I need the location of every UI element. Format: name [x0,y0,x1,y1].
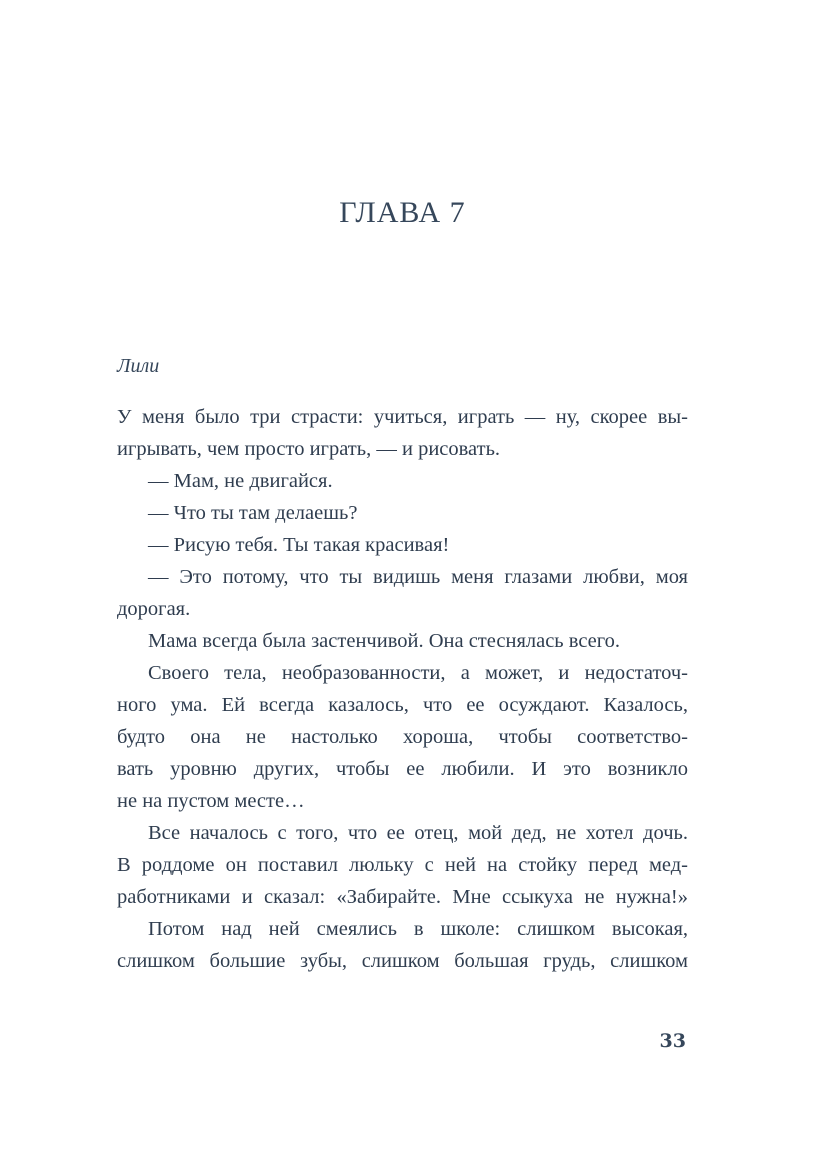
text-line: слишком большие зубы, слишком большая грудь, слишком [117,950,688,972]
paragraph-line: Своего тела, необразованности, а может, и недостаточ- [148,662,688,684]
text-line: У меня было три страсти: учиться, играть — ну, скорее вы- [117,406,688,428]
dialogue-line: — Что ты там делаешь? [148,502,358,524]
text-line: ного ума. Ей всегда казалось, что ее осуждают. Казалось, [117,694,688,716]
text-line: В роддоме он поставил люльку с ней на стойку перед мед- [117,854,688,876]
text-line: не на пустом месте… [117,790,305,812]
paragraph-line: Мама всегда была застенчивой. Она стеснялась всего. [148,630,621,652]
page-number: 33 [659,1030,686,1052]
paragraph-line: Потом над ней смеялись в школе: слишком высокая, [148,918,688,940]
text-line: дорогая. [117,598,191,620]
paragraph-line: Все началось с того, что ее отец, мой дед, не хотел дочь. [148,822,688,844]
chapter-title: ГЛАВА 7 [339,196,466,229]
narrator-name: Лили [117,355,160,377]
dialogue-line: — Это потому, что ты видишь меня глазами любви, моя [148,566,688,588]
dialogue-line: — Мам, не двигайся. [148,470,333,492]
text-line: будто она не настолько хороша, чтобы соответство- [117,726,688,748]
dialogue-line: — Рисую тебя. Ты такая красивая! [148,534,450,556]
text-line: вать уровню других, чтобы ее любили. И это возникло [117,758,688,780]
text-line: работниками и сказал: «Забирайте. Мне ссыкуха не нужна!» [117,886,688,908]
text-line: игрывать, чем просто играть, — и рисовать. [117,438,501,460]
